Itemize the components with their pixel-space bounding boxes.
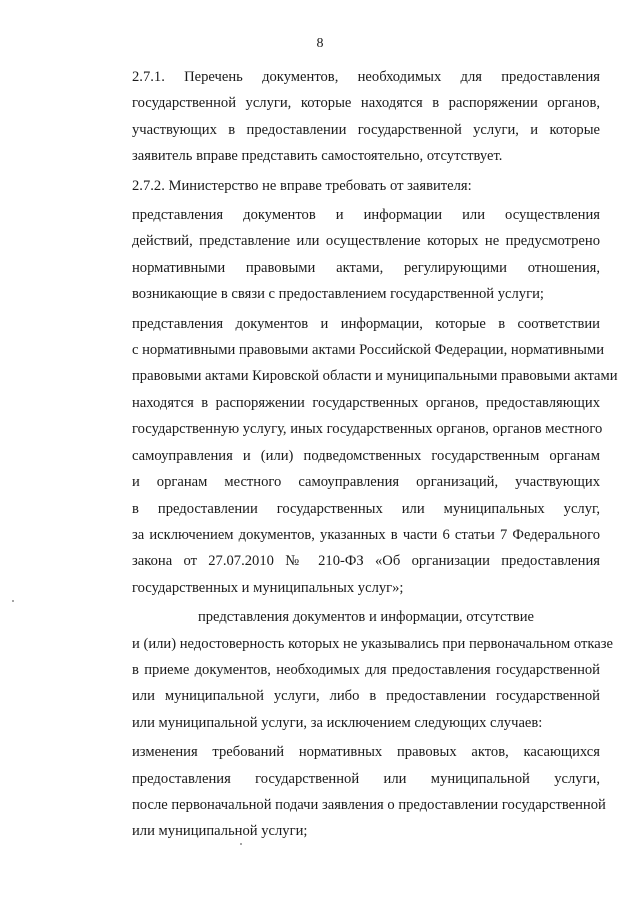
text-line: изменения требований нормативных правовых актов, касающихся bbox=[132, 744, 600, 761]
text-line: возникающие в связи с предоставлением государственной услуги; bbox=[132, 286, 544, 303]
text-line: в приеме документов, необходимых для предоставления государственной bbox=[132, 661, 600, 678]
text-line: и органам местного самоуправления организаций, участвующих bbox=[132, 474, 600, 491]
page-number: 8 bbox=[316, 36, 324, 51]
text-line: нормативными правовыми актами, регулирующими отношения, bbox=[132, 259, 600, 276]
text-line: государственной услуги, которые находятся в распоряжении органов, bbox=[132, 95, 600, 112]
text-line: в предоставлении государственных или муниципальных услуг, bbox=[132, 500, 600, 517]
text-line: закона от 27.07.2010 № 210-ФЗ «Об организации предоставления bbox=[132, 553, 600, 570]
text-line: с нормативными правовыми актами Российской Федерации, нормативными bbox=[132, 342, 605, 359]
text-line: находятся в распоряжении государственных органов, предоставляющих bbox=[132, 394, 600, 411]
text-line: правовыми актами Кировской области и муниципальными правовыми актами bbox=[132, 368, 618, 385]
list-item-documents-information bbox=[96, 311, 618, 601]
text-line: представления документов и информации, отсутствие bbox=[197, 609, 535, 626]
text-line: государственных и муниципальных услуг»; bbox=[132, 579, 404, 596]
text-line: представления документов и информации, которые в соответствии bbox=[132, 315, 600, 332]
text-line: или муниципальной услуги, либо в предоставлении государственной bbox=[132, 688, 600, 705]
paragraph-2-7-1 bbox=[96, 64, 600, 170]
text-line: участвующих в предоставлении государственной услуги, и которые bbox=[132, 121, 600, 138]
text-line: самоуправления и (или) подведомственных государственным органам bbox=[132, 447, 600, 464]
text-line: заявитель вправе представить самостоятельно, отсутствует. bbox=[132, 148, 503, 165]
list-item-documents-actions bbox=[96, 202, 600, 308]
text-line: 2.7.2. Министерство не вправе требовать от заявителя: bbox=[132, 177, 472, 194]
text-line: действий, представление или осуществление которых не предусмотрено bbox=[132, 233, 600, 250]
text-line: или муниципальной услуги, за исключением следующих случаев: bbox=[132, 714, 543, 731]
text-line: или муниципальной услуги; bbox=[132, 823, 308, 840]
text-line: и (или) недостоверность которых не указывались при первоначальном отказе bbox=[132, 635, 613, 652]
scan-speck bbox=[240, 843, 242, 845]
text-line: за исключением документов, указанных в части 6 статьи 7 Федерального bbox=[132, 526, 600, 543]
paragraph-2-7-2-intro bbox=[96, 173, 600, 199]
list-item-documents-refusal bbox=[96, 604, 613, 736]
text-line: представления документов и информации или осуществления bbox=[132, 207, 600, 224]
text-line: после первоначальной подачи заявления о предоставлении государственной bbox=[132, 796, 606, 813]
text-line: предоставления государственной или муниципальной услуги, bbox=[132, 770, 600, 787]
scan-speck bbox=[12, 600, 14, 602]
document-body bbox=[96, 64, 618, 845]
text-line: государственную услугу, иных государственных органов, органов местного bbox=[132, 421, 603, 438]
text-line: 2.7.1. Перечень документов, необходимых для предоставления bbox=[132, 69, 600, 85]
sub-item-requirements-change bbox=[96, 739, 606, 845]
